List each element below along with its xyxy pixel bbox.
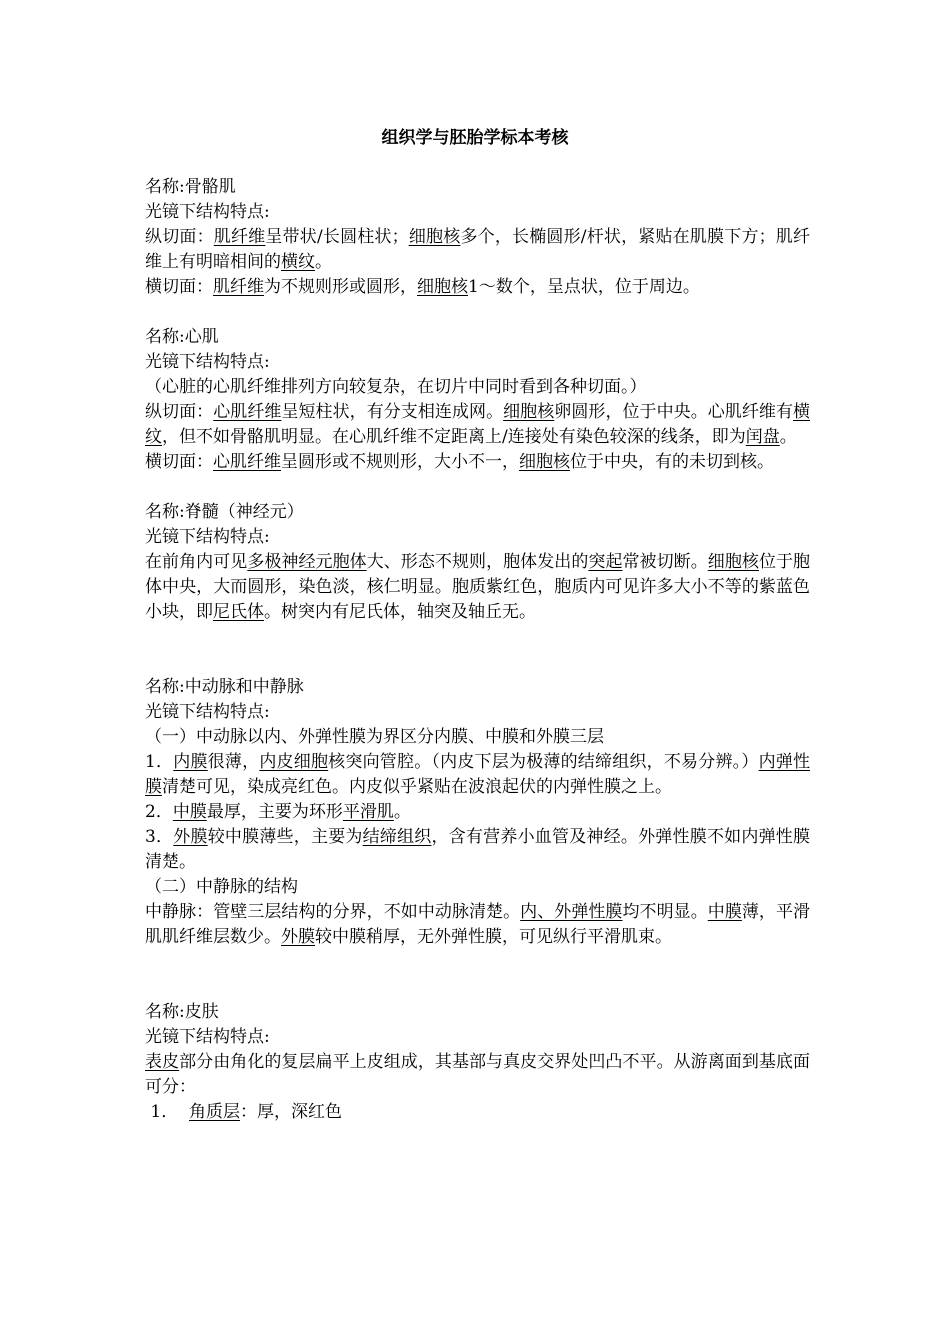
section-subtitle: 光镜下结构特点: [145, 702, 270, 722]
term: 突起 [588, 552, 623, 572]
section-name: 名称:中动脉和中静脉 [145, 677, 304, 697]
term: 外膜 [281, 927, 315, 947]
text: 很薄， [207, 752, 260, 772]
section-subtitle: 光镜下结构特点: [145, 352, 270, 372]
term: 细胞核 [707, 552, 759, 572]
list-number: 1． [145, 1102, 190, 1122]
text: 呈短柱状，有分支相连成网。 [281, 402, 504, 422]
text: 。 [779, 427, 797, 447]
term: 心肌纤维 [213, 452, 281, 472]
text: 均不明显。 [622, 902, 708, 922]
text: 。 [315, 252, 332, 272]
term: 细胞核 [503, 402, 555, 422]
section-subtitle: 光镜下结构特点: [145, 527, 270, 547]
text: 呈圆形或不规则形，大小不一， [281, 452, 519, 472]
term: 尼氏体 [213, 602, 264, 622]
text: 呈带状/长圆柱状； [265, 227, 409, 247]
text: 多个，长椭圆形/杆状，紧贴在肌膜下方；肌纤维上有明暗相间的 [145, 227, 811, 272]
term: 内膜 [173, 752, 208, 772]
text: 1． [145, 752, 174, 772]
paragraph [145, 1050, 810, 1100]
text: 较中膜薄些，主要为 [207, 827, 363, 847]
paragraph [145, 800, 810, 825]
term: 肌纤维 [213, 227, 266, 247]
term: 心肌纤维 [213, 402, 282, 422]
text: ：厚，深红色 [240, 1102, 343, 1122]
paragraph [145, 450, 810, 475]
text: ，含有营养小血管及神经。外弹性膜不如内弹性膜清楚。 [145, 827, 811, 872]
text: 位于胞体中央，大而圆形，染色淡，核仁明显。胞质紫红色，胞质内可见许多大小不等的紫蓝色小块，即 [145, 552, 811, 622]
list-item [145, 1100, 810, 1125]
document-title: 组织学与胚胎学标本考核 [381, 128, 569, 148]
term: 多极神经元胞体 [247, 552, 367, 572]
term: 中膜 [707, 902, 742, 922]
term: 闰盘 [745, 427, 780, 447]
section-name: 名称:脊髓（神经元） [145, 502, 304, 522]
term: 肌纤维 [213, 277, 264, 297]
section-name: 名称:皮肤 [145, 1002, 219, 1022]
section-name: 名称:骨骼肌 [145, 177, 236, 197]
section-name: 名称:心肌 [145, 327, 219, 347]
paragraph [145, 750, 810, 800]
text: 清楚可见，染成亮红色。内皮似乎紧贴在波浪起伏的内弹性膜之上。 [162, 777, 672, 797]
text: 纵切面： [145, 227, 214, 247]
text: 卵圆形，位于中央。心肌纤维有 [554, 402, 794, 422]
term: 横纹 [145, 402, 811, 447]
text: 大、形态不规则，胞体发出的 [366, 552, 589, 572]
paragraph [145, 400, 810, 450]
text: ，但不如骨骼肌明显。在心肌纤维不定距离上/连接处有染色较深的线条，即为 [162, 427, 746, 447]
term: 细胞核 [417, 277, 468, 297]
subheading: （二）中静脉的结构 [145, 877, 298, 897]
term: 横纹 [281, 252, 315, 272]
text: 常被切断。 [622, 552, 708, 572]
text: 为不规则形或圆形， [264, 277, 417, 297]
term: 平滑肌 [342, 802, 394, 822]
paragraph [145, 825, 810, 875]
text: 。 [393, 802, 411, 822]
note: （心脏的心肌纤维排列方向较复杂，在切片中同时看到各种切面。） [145, 377, 647, 397]
term: 外膜 [173, 827, 208, 847]
term: 结缔组织 [362, 827, 432, 847]
text: 纵切面： [145, 402, 214, 422]
term: 内、外弹性膜 [520, 902, 623, 922]
text: 较中膜稍厚，无外弹性膜，可见纵行平滑肌束。 [315, 927, 672, 947]
text: 最厚，主要为环形 [206, 802, 343, 822]
text: 位于中央，有的未切到核。 [570, 452, 774, 472]
paragraph [145, 900, 810, 950]
paragraph [145, 550, 810, 625]
term: 表皮 [145, 1052, 180, 1072]
term: 角质层 [189, 1102, 241, 1122]
text: 在前角内可见 [145, 552, 248, 572]
text: 1～数个，呈点状，位于周边。 [468, 277, 700, 297]
text: 核突向管腔。（内皮下层为极薄的结缔组织，不易分辨。） [328, 752, 759, 772]
text: 横切面： [145, 277, 213, 297]
document-body [145, 175, 810, 1125]
section-subtitle: 光镜下结构特点: [145, 202, 270, 222]
term: 内皮细胞 [259, 752, 329, 772]
subheading: （一）中动脉以内、外弹性膜为界区分内膜、中膜和外膜三层 [145, 727, 604, 747]
term: 中膜 [172, 802, 207, 822]
term: 内弹性膜 [145, 752, 811, 797]
text: 。树突内有尼氏体，轴突及轴丘无。 [264, 602, 536, 622]
text: 部分由角化的复层扁平上皮组成，其基部与真皮交界处凹凸不平。从游离面到基底面可分： [145, 1052, 811, 1097]
section-subtitle: 光镜下结构特点: [145, 1027, 270, 1047]
term: 细胞核 [408, 227, 461, 247]
text: 中静脉：管壁三层结构的分界，不如中动脉清楚。 [145, 902, 521, 922]
text: 横切面： [145, 452, 213, 472]
text: 3． [145, 827, 174, 847]
paragraph [145, 275, 810, 300]
text: 2． [145, 802, 173, 822]
text: 薄，平滑肌肌纤维层数少。 [145, 902, 811, 947]
term: 细胞核 [519, 452, 570, 472]
paragraph [145, 225, 810, 275]
